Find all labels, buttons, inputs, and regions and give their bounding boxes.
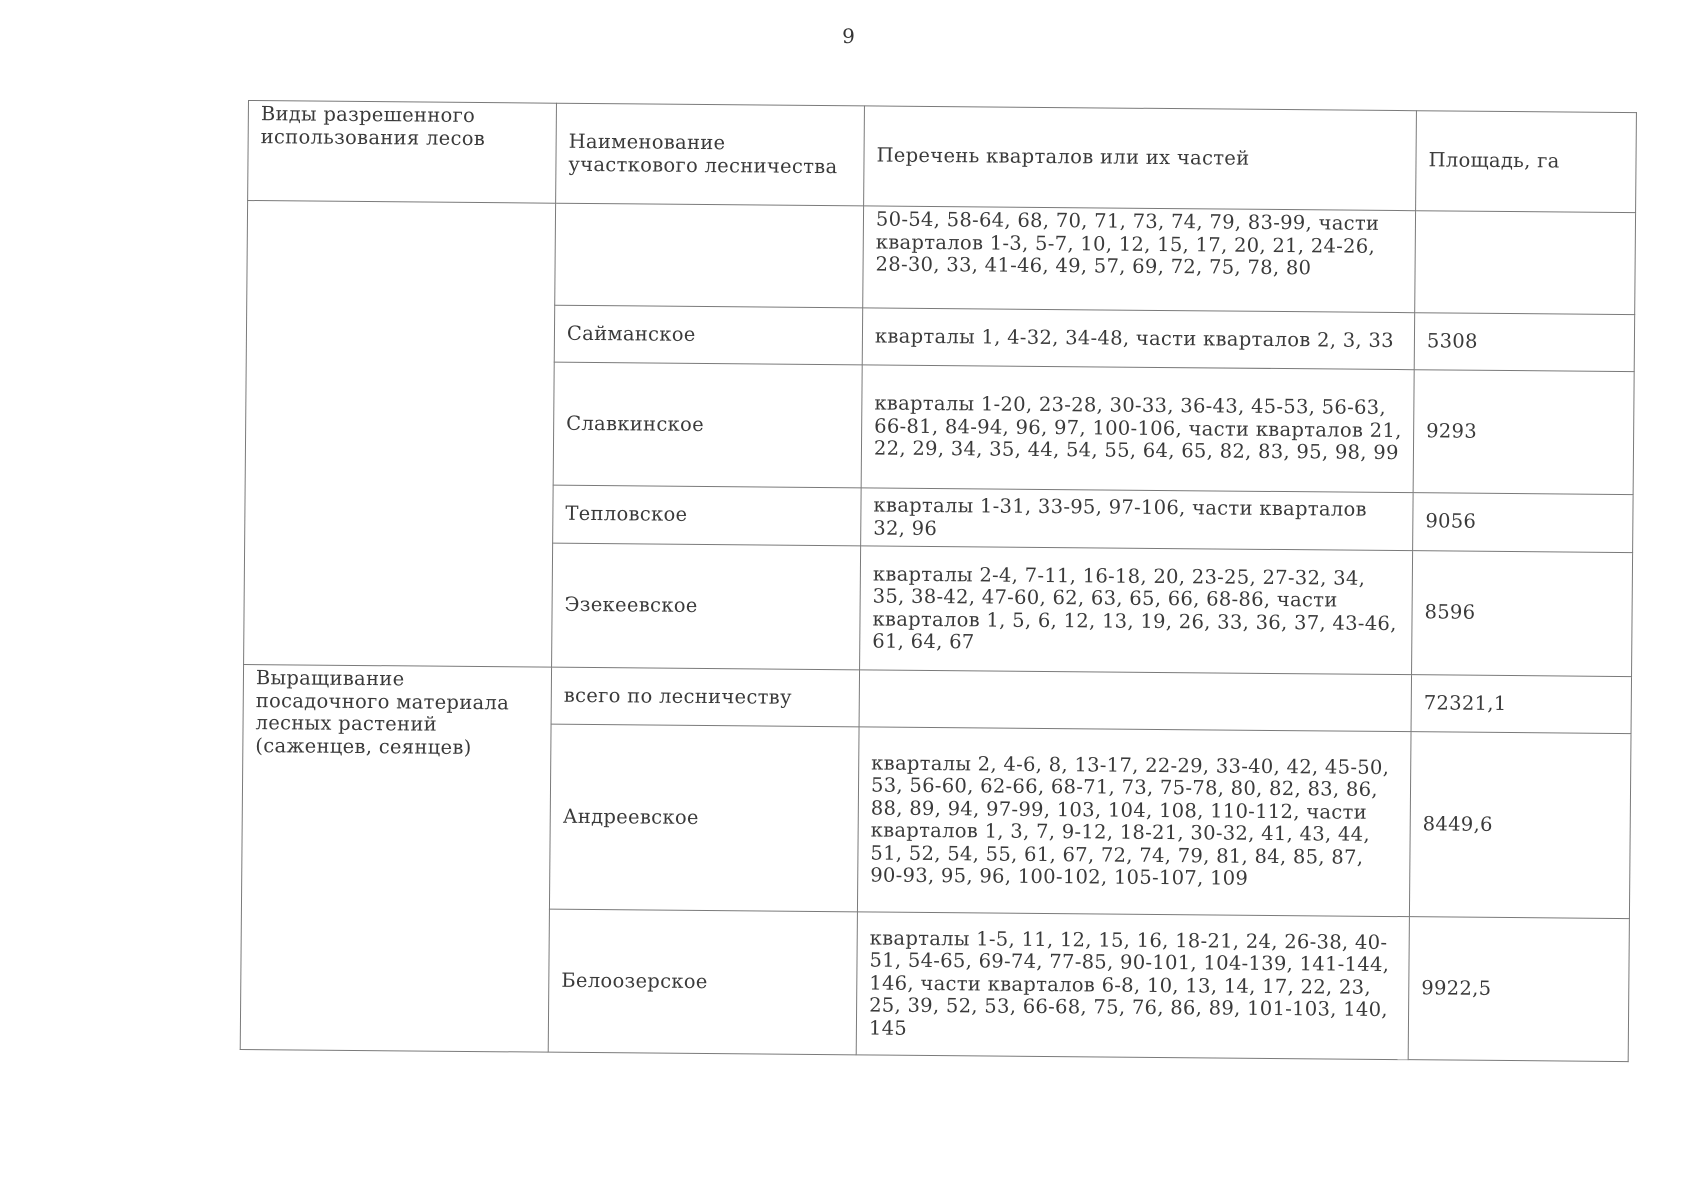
use-type-cell: Выращивание посадочного материала лесных растений (саженцев, сеянцев) xyxy=(240,664,551,1052)
blocks-cell: 50-54, 58-64, 68, 70, 71, 73, 74, 79, 83-99, части кварталов 1-3, 5-7, 10, 12, 15, 17, 20, 21, 24-26, 28-30, 33, 41-46, 49, 57, 69, 72, 75, 78, 80 xyxy=(863,206,1416,313)
blocks-cell: кварталы 1-31, 33-95, 97-106, части кварталов 32, 96 xyxy=(861,488,1413,551)
blocks-cell xyxy=(859,670,1411,732)
district-cell: Славкинское xyxy=(553,362,862,488)
page-number: 9 xyxy=(842,24,855,48)
area-cell: 9922,5 xyxy=(1408,917,1629,1062)
header-use-type: Виды разрешенного использования лесов xyxy=(248,101,557,204)
district-cell xyxy=(555,203,864,308)
blocks-cell: кварталы 2, 4-6, 8, 13-17, 22-29, 33-40, 42, 45-50, 53, 56-60, 62-66, 68-71, 73, 75-78, 80, 82, 83, 86, 88, 89, 94, 97-99, 103, 104, 108, 110-112, части кварталов 1, 3, 7, 9-12, 18-21, 30-32, 41, 43, 44, 51, 52, 54, 55, 61, 67, 72, 74, 79, 81, 84, 85, 87, 90-93, 95, 96, 100-102, 105-107, 109 xyxy=(857,727,1411,917)
header-blocks: Перечень кварталов или их частей xyxy=(864,106,1417,211)
area-cell: 8449,6 xyxy=(1409,732,1631,919)
area-cell: 5308 xyxy=(1414,313,1634,372)
forest-use-table xyxy=(240,100,1637,1062)
district-cell: Андреевское xyxy=(549,724,859,912)
blocks-cell: кварталы 1-20, 23-28, 30-33, 36-43, 45-53, 56-63, 66-81, 84-94, 96, 97, 100-106, части кварталов 21, 22, 29, 34, 35, 44, 54, 55, 64, 65, 82, 83, 95, 98, 99 xyxy=(861,365,1414,493)
table-header-row xyxy=(248,101,1637,213)
table-row xyxy=(247,201,1636,315)
district-cell: Белоозерское xyxy=(548,909,857,1055)
district-cell: Тепловское xyxy=(553,485,861,546)
area-cell xyxy=(1415,211,1636,315)
area-cell: 9293 xyxy=(1413,370,1634,495)
district-cell: Эзекеевское xyxy=(552,543,861,670)
district-cell: Сайманское xyxy=(554,305,862,365)
forest-use-table-container xyxy=(240,100,1637,1062)
area-cell: 8596 xyxy=(1412,551,1633,677)
use-type-cell-continued xyxy=(244,201,556,668)
header-district: Наименование участкового лесничества xyxy=(556,103,865,206)
header-area: Площадь, га xyxy=(1416,111,1637,213)
district-cell: всего по лесничеству xyxy=(551,667,859,727)
area-cell: 9056 xyxy=(1413,493,1633,553)
table-row xyxy=(243,664,1631,733)
blocks-cell: кварталы 2-4, 7-11, 16-18, 20, 23-25, 27-32, 34, 35, 38-42, 47-60, 62, 63, 65, 66, 68-86, части кварталов 1, 5, 6, 12, 13, 19, 26, 33, 36, 37, 43-46, 61, 64, 67 xyxy=(860,546,1413,675)
area-cell: 72321,1 xyxy=(1411,675,1631,734)
blocks-cell: кварталы 1, 4-32, 34-48, части кварталов 2, 3, 33 xyxy=(862,308,1414,370)
blocks-cell: кварталы 1-5, 11, 12, 15, 16, 18-21, 24, 26-38, 40-51, 54-65, 69-74, 77-85, 90-101, 104-139, 141-144, 146, части кварталов 6-8, 10, 13, 14, 17, 22, 23, 25, 39, 52, 53, 66-68, 75, 76, 86, 89, 101-103, 140, 145 xyxy=(856,912,1409,1060)
